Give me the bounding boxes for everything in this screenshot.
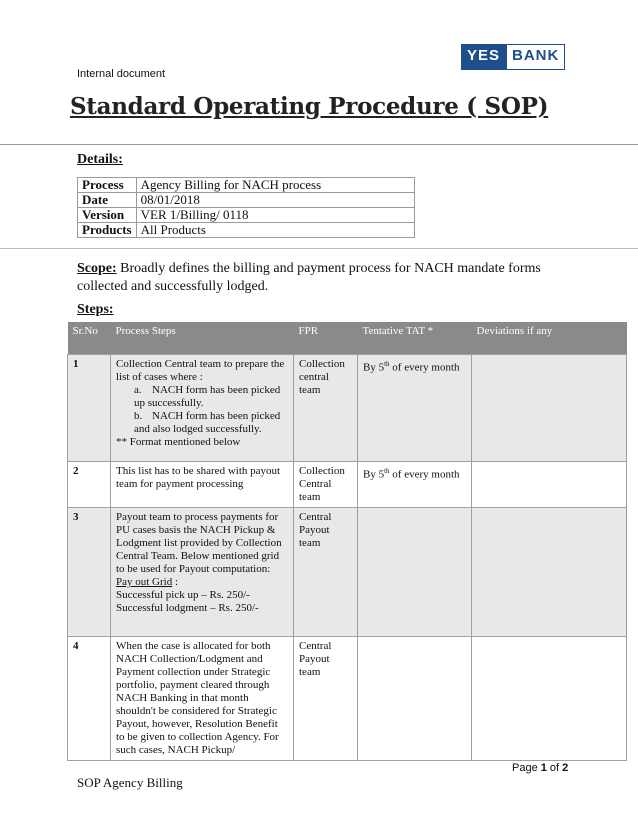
page-current: 1 (540, 762, 547, 774)
details-value: VER 1/Billing/ 0118 (136, 208, 414, 223)
process-step-item-b (134, 410, 288, 436)
tat-text: By 5 (363, 468, 385, 481)
process-step-cell (111, 355, 294, 462)
table-row (68, 508, 627, 637)
tat-cell (358, 637, 472, 761)
steps-header-row (68, 322, 627, 355)
details-key: Process (78, 178, 137, 193)
deviation-cell (472, 637, 627, 761)
payout-grid-label (116, 576, 288, 589)
divider-top (0, 144, 638, 145)
page-of: of (546, 762, 563, 774)
payout-grid-line: Successful pick up – Rs. 250/- (116, 589, 250, 601)
details-heading: Details: (77, 152, 123, 167)
details-key: Version (78, 208, 137, 223)
row-number: 3 (68, 508, 111, 637)
deviation-cell (472, 462, 627, 508)
scope-text: Broadly defines the billing and payment process for NACH mandate forms collected and successfully lodged. (77, 261, 541, 294)
col-header-fpr: FPR (294, 322, 358, 355)
process-step-cell (111, 508, 294, 637)
col-header-tat: Tentative TAT * (358, 322, 472, 355)
details-row (78, 208, 415, 223)
tat-text: of every month (389, 361, 460, 374)
steps-table (67, 322, 627, 761)
logo-yes-text: YES (461, 44, 506, 70)
col-header-process-steps: Process Steps (111, 322, 294, 355)
payout-grid-title: Pay out Grid (116, 576, 173, 588)
deviation-cell (472, 355, 627, 462)
fpr-cell: Collection central team (294, 355, 358, 462)
details-value: All Products (136, 223, 414, 238)
col-header-srno: Sr.No (68, 322, 111, 355)
fpr-cell: Central Payout team (294, 637, 358, 761)
details-row (78, 193, 415, 208)
tat-superscript: th (384, 467, 390, 475)
tat-superscript: th (384, 360, 390, 368)
table-row (68, 462, 627, 508)
divider-middle (0, 248, 638, 249)
process-step-item-a (134, 384, 288, 410)
tat-text: By 5 (363, 361, 385, 374)
scope-label: Scope: (77, 261, 117, 276)
process-step-note: ** Format mentioned below (116, 436, 241, 448)
details-row (78, 223, 415, 238)
page-title: Standard Operating Procedure ( SOP) (70, 93, 549, 120)
col-header-deviations: Deviations if any (472, 322, 627, 355)
row-number: 4 (68, 637, 111, 761)
item-marker: b. (134, 410, 143, 422)
footer-doc-name: SOP Agency Billing (77, 775, 183, 790)
page-prefix: Page (512, 762, 541, 774)
yes-bank-logo (461, 44, 561, 74)
item-marker: a. (134, 384, 142, 396)
page-total: 2 (562, 762, 569, 774)
row-number: 1 (68, 355, 111, 462)
details-key: Date (78, 193, 137, 208)
tat-cell (358, 508, 472, 637)
process-step-intro: Collection Central team to prepare the list of cases where : (116, 358, 285, 383)
details-table (77, 177, 415, 238)
details-row (78, 178, 415, 193)
deviation-cell (472, 508, 627, 637)
payout-grid-colon: : (172, 576, 179, 588)
table-row (68, 355, 627, 462)
item-text: NACH form has been picked and also lodged successfully. (134, 410, 281, 435)
logo-bank-text: BANK (506, 44, 565, 70)
steps-heading: Steps: (77, 302, 114, 317)
item-text: NACH form has been picked up successfully. (134, 384, 281, 409)
page-number (512, 762, 568, 774)
row-number: 2 (68, 462, 111, 508)
details-value: Agency Billing for NACH process (136, 178, 414, 193)
tat-cell (358, 462, 472, 508)
internal-document-label: Internal document (77, 68, 166, 80)
details-key: Products (78, 223, 137, 238)
process-step-text: Payout team to process payments for PU cases basis the NACH Pickup & Lodgment list provided by Collection Central Team. Below mentioned grid to be used for Payout computation: (116, 511, 282, 575)
process-step-cell: This list has to be shared with payout team for payment processing (111, 462, 294, 508)
details-value: 08/01/2018 (136, 193, 414, 208)
fpr-cell: Collection Central team (294, 462, 358, 508)
fpr-cell: Central Payout team (294, 508, 358, 637)
scope-paragraph (77, 260, 557, 296)
tat-text: of every month (389, 468, 460, 481)
tat-cell (358, 355, 472, 462)
process-step-cell: When the case is allocated for both NACH Collection/Lodgment and Payment collection under Strategic portfolio, payment cleared through NACH Banking in that month shouldn't be considered for Strategic Payout, however, Resolution Benefit to be given to collection Agency. For such cases, NACH Pickup/ (111, 637, 294, 761)
payout-grid-line: Successful lodgment – Rs. 250/- (116, 602, 259, 614)
table-row (68, 637, 627, 761)
